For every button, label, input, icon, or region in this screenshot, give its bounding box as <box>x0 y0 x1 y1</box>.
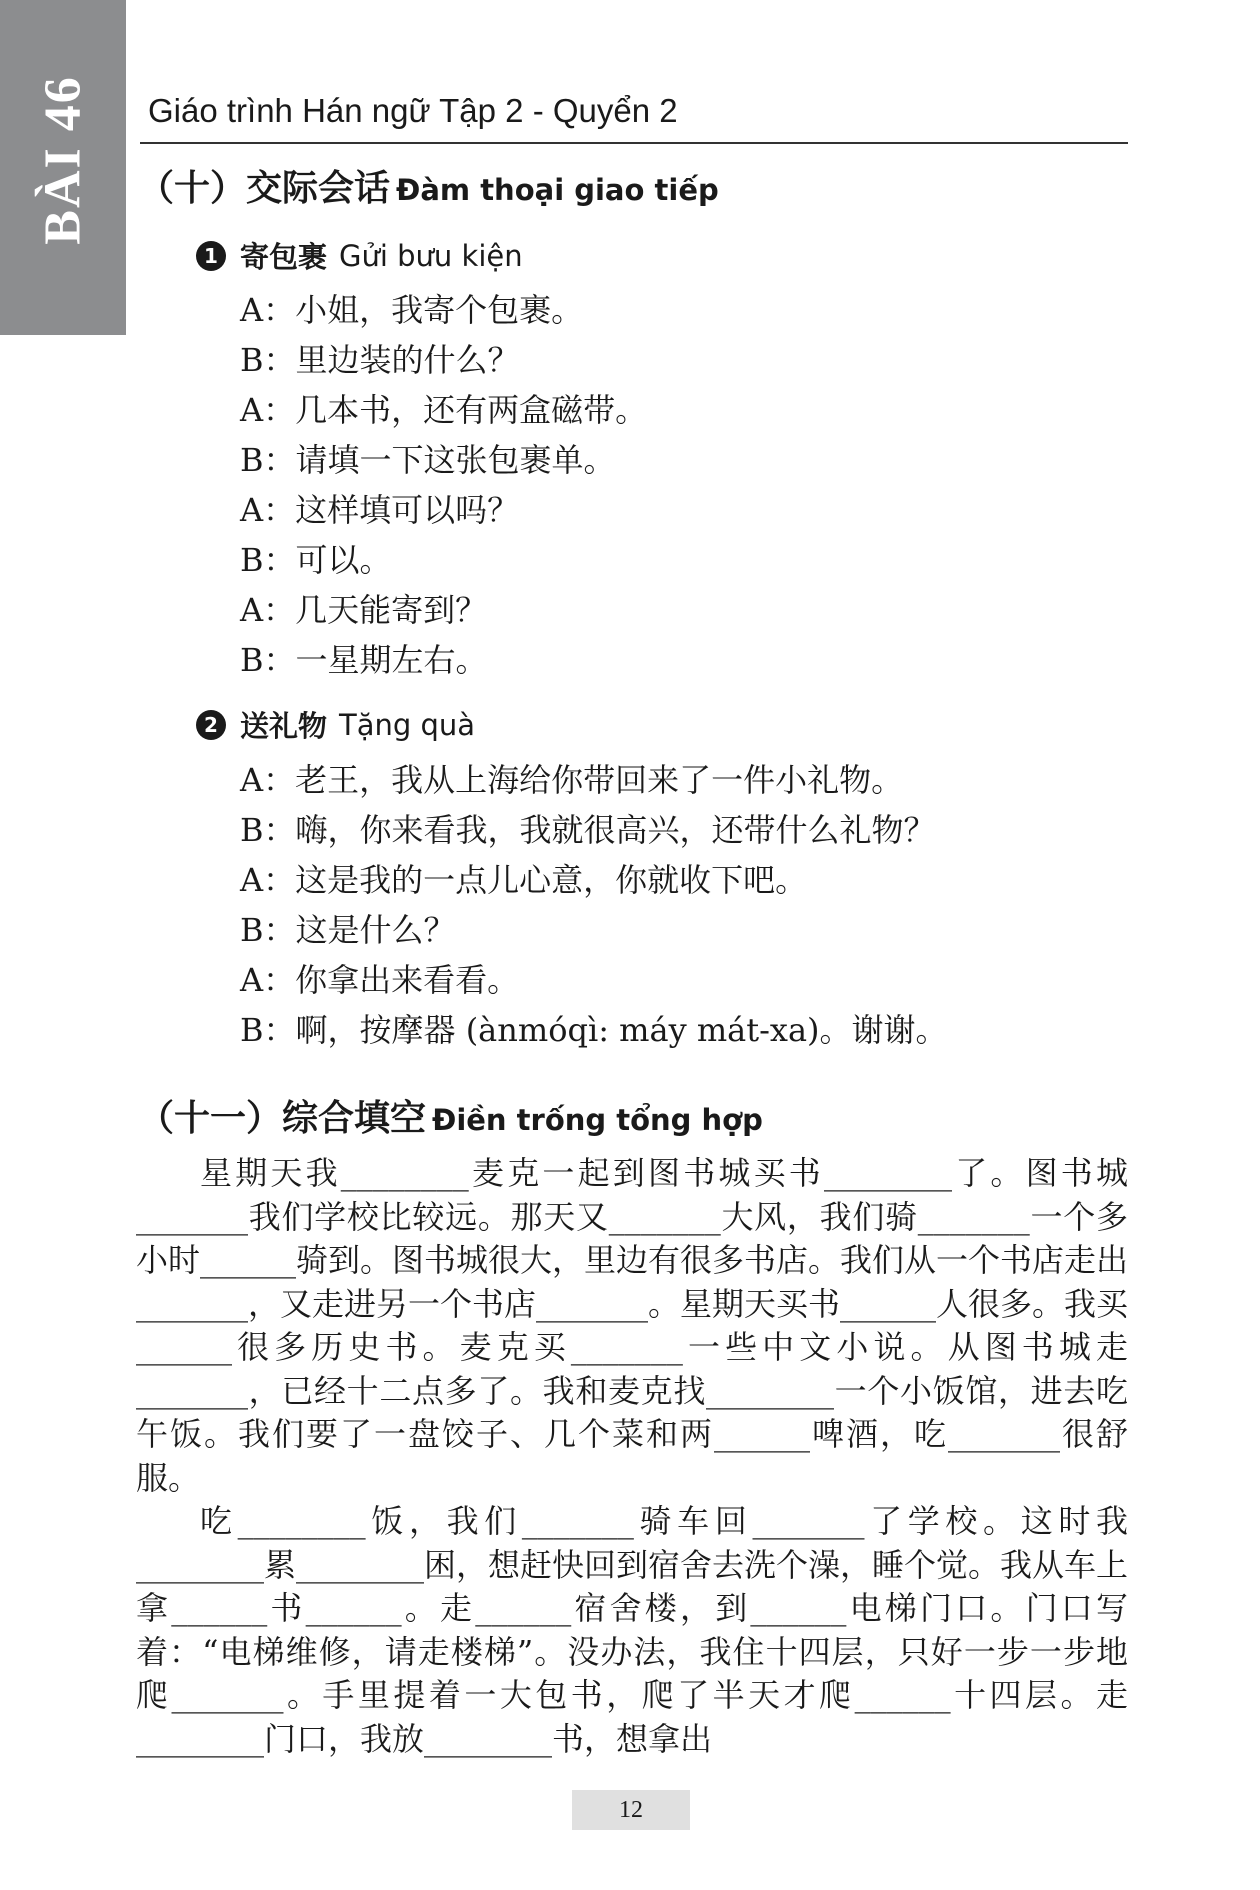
dialog-2-zh: 送礼物 <box>240 709 328 743</box>
lesson-side-tab <box>0 0 126 335</box>
dialog-line: B：一星期左右。 <box>240 641 488 679</box>
dialog-line: B：里边装的什么？ <box>240 341 520 379</box>
section-10-zh: （十）交际会话 <box>138 168 391 209</box>
passage-paragraph-1: 星期天我________麦克一起到图书城买书________了。图书城_______我们学校比较远。那天又_______大风，我们骑_______一个多小时______骑到。图书城很大，里边有很多书店。我们从一个书店走出_______，又走进另一个书店_______。星期天买书______人很多。我买______很多历史书。麦克买_______一些中文小说。从图书城走_______，已经十二点多了。我和麦克找________一个小饭馆，进去吃午饭。我们要了一盘饺子、几个菜和两______啤酒，吃_______很舒服。 <box>136 1154 1129 1497</box>
dialog-2-vn: Tặng quà <box>339 707 476 742</box>
header-divider <box>140 142 1128 144</box>
dialog-line: B：请填一下这张包裹单。 <box>240 441 616 479</box>
fill-in-passage <box>136 1152 1128 1761</box>
dialog-line: B：嗨，你来看我，我就很高兴，还带什么礼物？ <box>240 811 936 849</box>
dialog-line: B：啊，按摩器 (ànmóqì: máy mát-xa)。谢谢。 <box>240 1011 948 1049</box>
dialog-line: B：可以。 <box>240 541 392 579</box>
dialog-line: B：这是什么？ <box>240 911 456 949</box>
section-11-zh: （十一）综合填空 <box>138 1098 427 1139</box>
dialog-line: A：这样填可以吗？ <box>240 491 520 529</box>
number-2-icon: 2 <box>196 710 226 740</box>
number-1-icon: 1 <box>196 241 226 271</box>
dialog-line: A：老王，我从上海给你带回来了一件小礼物。 <box>240 761 904 799</box>
dialog-1-vn: Gửi bưu kiện <box>339 238 523 273</box>
section-11-title <box>138 1090 763 1141</box>
dialog-1-title <box>196 235 523 276</box>
dialog-1 <box>240 285 1130 685</box>
section-11-vn: Điền trống tổng hợp <box>432 1103 763 1137</box>
section-10-vn: Đàm thoại giao tiếp <box>396 173 719 207</box>
book-title: Giáo trình Hán ngữ Tập 2 - Quyển 2 <box>148 92 678 129</box>
passage-paragraph-2: 吃________饭，我们_______骑车回_______了学校。这时我________累________困，想赶快回到宿舍去洗个澡，睡个觉。我从车上拿______书______。走______宿舍楼，到______电梯门口。门口写着：“电梯维修，请走楼梯”。没办法，我住十四层，只好一步一步地爬_______。手里提着一大包书，爬了半天才爬______十四层。走________门口，我放________书，想拿出 <box>136 1502 1129 1758</box>
page-number: 12 <box>572 1790 690 1830</box>
dialog-line: A：这是我的一点儿心意，你就收下吧。 <box>240 861 808 899</box>
dialog-line: A：小姐，我寄个包裹。 <box>240 291 584 329</box>
dialog-2-title <box>196 704 475 745</box>
dialog-line: A：几天能寄到？ <box>240 591 488 629</box>
dialog-line: A：几本书，还有两盒磁带。 <box>240 391 648 429</box>
dialog-1-zh: 寄包裹 <box>240 240 328 274</box>
section-10-title <box>138 160 719 211</box>
dialog-line: A：你拿出来看看。 <box>240 961 520 999</box>
lesson-label: BÀI 46 <box>34 75 92 245</box>
dialog-2 <box>240 755 1130 1055</box>
